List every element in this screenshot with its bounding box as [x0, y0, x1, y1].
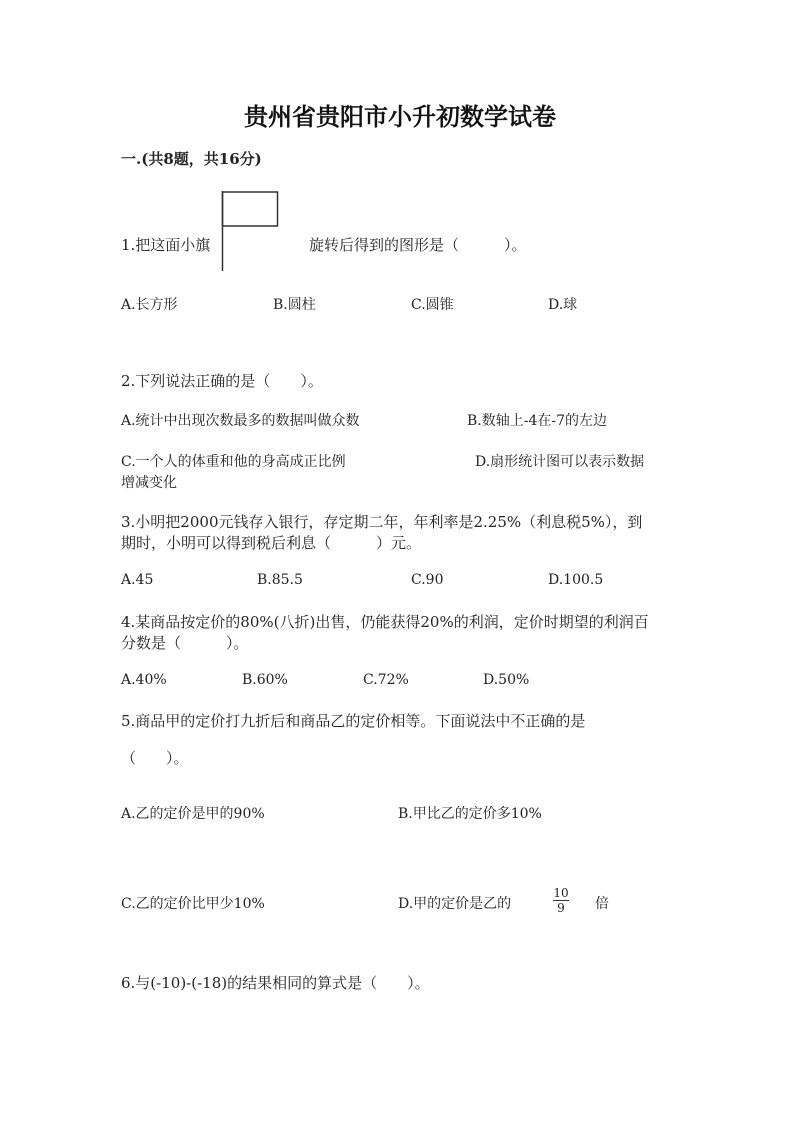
q3-option-a: A.45	[121, 572, 154, 588]
q2-option-d-continued: 增减变化	[121, 475, 177, 491]
q3-line1: 3.小明把2000元钱存入银行，存定期二年，年利率是2.25%（利息税5%），到	[121, 513, 643, 531]
q1-text-before: 1.把这面小旗	[121, 236, 211, 254]
q5-line1: 5.商品甲的定价打九折后和商品乙的定价相等。下面说法中不正确的是	[121, 712, 586, 730]
q1-option-d: D.球	[548, 297, 578, 313]
flag-figure	[221, 191, 279, 271]
q5-line2: （ ）。	[121, 749, 189, 767]
fraction-numerator: 10	[553, 886, 569, 900]
q5-option-c: C.乙的定价比甲少10%	[121, 896, 265, 912]
q5-option-d-suffix: 倍	[595, 896, 609, 912]
q5-option-b: B.甲比乙的定价多10%	[398, 806, 542, 822]
q4-option-d: D.50%	[483, 672, 530, 688]
q5-option-d: D.甲的定价是乙的	[398, 896, 512, 912]
q3-option-b: B.85.5	[257, 572, 303, 588]
q2-option-a: A.统计中出现次数最多的数据叫做众数	[121, 413, 360, 429]
q1-option-c: C.圆锥	[411, 297, 454, 313]
q3-option-d: D.100.5	[548, 572, 604, 588]
q1-option-b: B.圆柱	[273, 297, 316, 313]
fraction-ten-ninths	[551, 886, 571, 915]
q5-option-a: A.乙的定价是甲的90%	[121, 806, 265, 822]
q1-option-a: A.长方形	[121, 297, 178, 313]
q4-option-b: B.60%	[242, 672, 288, 688]
fraction-denominator: 9	[557, 901, 565, 915]
section-heading: 一.(共8题，共16分)	[121, 150, 262, 168]
q2-text: 2.下列说法正确的是（ ）。	[121, 372, 323, 390]
page-title: 贵州省贵阳市小升初数学试卷	[244, 102, 556, 131]
q4-line1: 4.某商品按定价的80%(八折)出售，仍能获得20%的利润，定价时期望的利润百	[121, 613, 649, 631]
q4-option-a: A.40%	[121, 672, 167, 688]
q1-text-after: 旋转后得到的图形是（ ）。	[309, 236, 527, 254]
q2-option-b: B.数轴上-4在-7的左边	[467, 413, 608, 429]
q2-option-d: D.扇形统计图可以表示数据	[475, 454, 645, 470]
q4-option-c: C.72%	[363, 672, 409, 688]
q4-line2: 分数是（ ）。	[121, 634, 249, 652]
q6-text: 6.与(-10)-(-18)的结果相同的算式是（ ）。	[121, 974, 430, 992]
q3-line2: 期时，小明可以得到税后利息（ ）元。	[121, 534, 422, 552]
q3-option-c: C.90	[411, 572, 444, 588]
q2-option-c: C.一个人的体重和他的身高成正比例	[121, 454, 346, 470]
